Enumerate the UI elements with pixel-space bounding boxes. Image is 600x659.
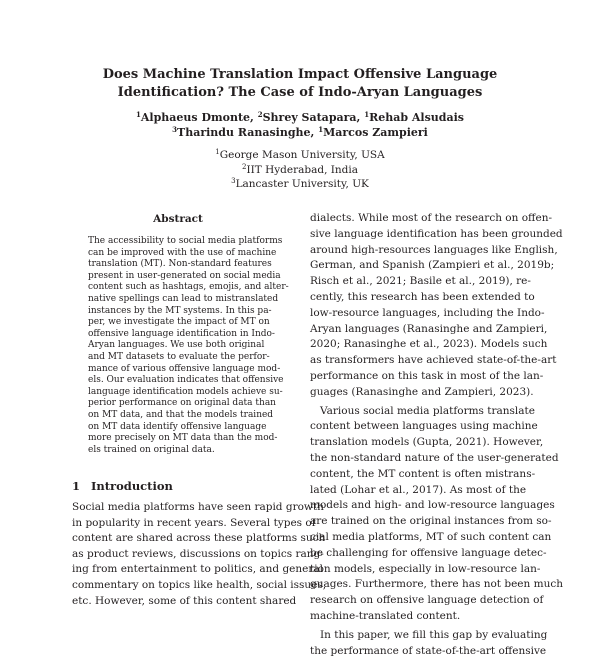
- author-line: [60, 110, 540, 125]
- text-line: German, and Spanish (Zampieri et al., 2019b;: [310, 259, 555, 272]
- affil-name: George Mason University, USA: [219, 149, 385, 161]
- text-line: are trained on the original instances from so-: [310, 515, 552, 528]
- text-line: ing from entertainment to politics, and general: [72, 563, 324, 576]
- author-line: [60, 125, 540, 140]
- text-line: cial media platforms, MT of such content can: [310, 530, 552, 543]
- text-line: cently, this research has been extended to: [310, 290, 535, 303]
- text-line: low-resource languages, including the Indo-: [310, 306, 545, 319]
- author-name: Shrey Satapara,: [262, 111, 365, 124]
- paragraph: [310, 211, 563, 401]
- text-line: Various social media platforms translate: [320, 404, 535, 417]
- affiliation-list: [60, 148, 540, 192]
- text-line: perior performance on original data than: [88, 398, 276, 409]
- text-line: els trained on original data.: [88, 444, 215, 455]
- text-line: can be improved with the use of machine: [88, 247, 277, 258]
- text-line: per, we investigate the impact of MT on: [88, 317, 270, 328]
- affil-mark: 2: [241, 162, 247, 171]
- text-line: native spellings can lead to mistranslated: [88, 293, 279, 304]
- text-line: in popularity in recent years. Several types of: [72, 516, 316, 529]
- text-line: Aryan languages (Ranasinghe and Zampieri,: [310, 322, 548, 335]
- text-line: els. Our evaluation indicates that offensive: [88, 375, 284, 386]
- text-line: Risch et al., 2021; Basile et al., 2019), re-: [310, 275, 531, 288]
- text-line: lated (Lohar et al., 2017). As most of the: [310, 483, 527, 496]
- text-line: Aryan languages. We use both original: [88, 340, 265, 351]
- text-line: present in user-generated on social media: [88, 270, 281, 281]
- title-line: Does Machine Translation Impact Offensive Language: [102, 67, 498, 82]
- paragraph: [310, 404, 563, 625]
- affil-mark: 1: [215, 148, 220, 156]
- paragraph: [310, 628, 563, 659]
- text-line: 2020; Ranasinghe et al., 2023). Models such: [310, 338, 548, 351]
- text-line: translation (MT). Non-standard features: [88, 259, 272, 270]
- abstract-heading: Abstract: [153, 213, 203, 225]
- text-line: guages. Furthermore, there has not been much: [310, 578, 563, 591]
- text-line: commentary on topics like health, social issues,: [72, 578, 327, 591]
- abstract-body: [88, 236, 289, 456]
- body-right-column: [310, 211, 563, 659]
- affil-name: IIT Hyderabad, India: [246, 163, 359, 176]
- text-line: machine-translated content.: [310, 609, 461, 622]
- text-line: more precisely on MT data than the mod-: [88, 433, 278, 444]
- affil-name: Lancaster University, UK: [235, 178, 369, 190]
- text-line: the non-standard nature of the user-generated: [310, 451, 559, 464]
- text-line: language identification models achieve su-: [88, 386, 283, 397]
- text-line: research on offensive language detection of: [310, 594, 544, 607]
- text-line: performance on this task in most of the lan-: [310, 369, 544, 382]
- author-affil-mark: 2: [257, 110, 263, 119]
- text-line: translation models (Gupta, 2021). However,: [310, 436, 544, 449]
- text-line: content, the MT content is often mistrans-: [310, 467, 536, 480]
- text-line: etc. However, some of this content shared: [72, 594, 297, 607]
- text-line: content such as hashtags, emojis, and alter-: [88, 282, 289, 293]
- text-line: the performance of state-of-the-art offensive: [310, 644, 547, 657]
- text-line: instances by the MT systems. In this pa-: [88, 305, 272, 316]
- text-line: Social media platforms have seen rapid growth: [72, 501, 324, 513]
- author-name: Marcos Zampieri: [323, 126, 428, 139]
- affiliation: [60, 163, 540, 178]
- text-line: as transformers have achieved state-of-the-art: [310, 354, 557, 367]
- text-line: be challenging for offensive language detec-: [310, 546, 547, 559]
- text-line: content between languages using machine: [310, 420, 538, 433]
- text-line: models and high- and low-resource languages: [310, 499, 555, 512]
- text-line: The accessibility to social media platforms: [88, 236, 283, 246]
- text-line: guages (Ranasinghe and Zampieri, 2023).: [310, 385, 534, 398]
- text-line: mance of various offensive language mod-: [88, 363, 281, 374]
- section-number: 1: [72, 479, 81, 493]
- affiliation: [60, 148, 540, 163]
- text-line: In this paper, we fill this gap by evaluating: [320, 628, 548, 641]
- text-line: on MT data, and that the models trained: [88, 409, 274, 420]
- text-line: on MT data identify offensive language: [88, 421, 267, 432]
- author-affil-mark: 1: [136, 110, 141, 119]
- text-line: sive language identification has been grounded: [310, 227, 563, 240]
- title-line: Identification? The Case of Indo-Aryan Languages: [117, 85, 483, 100]
- text-line: content are shared across these platforms such: [72, 532, 326, 545]
- text-line: and MT datasets to evaluate the perfor-: [88, 351, 270, 362]
- text-line: tion models, especially in low-resource lan-: [310, 562, 541, 575]
- text-line: offensive language identification in Indo-: [88, 328, 275, 339]
- text-line: dialects. While most of the research on offen-: [310, 212, 553, 224]
- author-affil-mark: 1: [364, 110, 370, 119]
- intro-body-left: [72, 500, 326, 609]
- author-affil-mark: 1: [318, 125, 324, 134]
- text-line: as product reviews, discussions on topics rang-: [72, 547, 324, 560]
- section-title: Introduction: [91, 479, 173, 493]
- author-list: [60, 110, 540, 140]
- author-name: Tharindu Ranasinghe,: [177, 126, 319, 139]
- affiliation: [60, 177, 540, 192]
- affil-mark: 3: [231, 177, 236, 185]
- text-line: around high-resources languages like English,: [310, 243, 558, 256]
- paper-title: [60, 66, 540, 102]
- author-name: Rehab Alsudais: [369, 111, 464, 124]
- author-name: Alphaeus Dmonte,: [140, 111, 258, 124]
- author-affil-mark: 3: [172, 125, 178, 134]
- section-heading: [72, 479, 173, 493]
